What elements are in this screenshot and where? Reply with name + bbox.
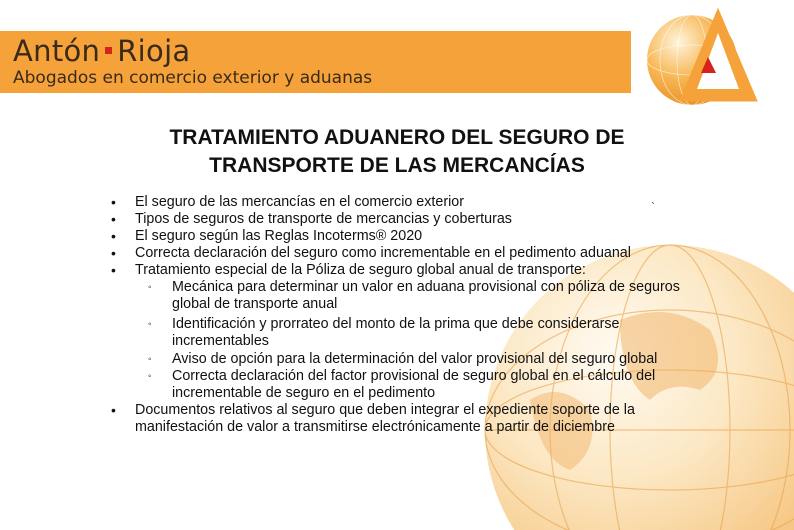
sub-list-item-continuation: incrementables (172, 333, 269, 349)
logo-icon (640, 5, 760, 105)
brand-name-second: Rioja (117, 34, 191, 68)
list-item: Tratamiento especial de la Póliza de seguro global anual de transporte: (135, 262, 586, 278)
sub-list-item-continuation: global de transporte anual (172, 296, 338, 312)
list-item: El seguro según las Reglas Incoterms® 2020 (135, 228, 423, 244)
sub-list-item: Mecánica para determinar un valor en aduana provisional con póliza de seguros (172, 279, 680, 295)
stray-mark: ` (651, 200, 655, 214)
title-line-1: TRATAMIENTO ADUANERO DEL SEGURO DE (169, 126, 625, 149)
list-item-continuation: manifestación de valor a transmitirse electrónicamente a partir de diciembre (135, 419, 615, 435)
bullet-marker: • (111, 262, 116, 278)
brand-dot (105, 47, 112, 54)
list-item: Documentos relativos al seguro que deben integrar el expediente soporte de la (135, 402, 635, 418)
sub-bullet-marker: ◦ (148, 371, 152, 382)
list-item: Tipos de seguros de transporte de mercancias y coberturas (135, 211, 512, 227)
page-title (0, 124, 794, 180)
sub-list-item: Aviso de opción para la determinación del valor provisional del seguro global (172, 351, 658, 367)
brand-name (13, 34, 191, 68)
sub-bullet-marker: ◦ (148, 354, 152, 365)
list-item: Correcta declaración del seguro como incrementable en el pedimento aduanal (135, 245, 631, 261)
sub-bullet-marker: ◦ (148, 319, 152, 330)
bullet-marker: • (111, 211, 116, 227)
brand-tagline: Abogados en comercio exterior y aduanas (13, 68, 373, 88)
bullet-marker: • (111, 245, 116, 261)
sub-list-item: Correcta declaración del factor provisional de seguro global en el cálculo del (172, 368, 656, 384)
bullet-marker: • (111, 194, 116, 210)
list-item: El seguro de las mercancías en el comercio exterior (135, 194, 464, 210)
brand-name-first: Antón (13, 34, 101, 68)
bullet-marker: • (111, 402, 116, 418)
sub-bullet-marker: ◦ (148, 282, 152, 293)
title-line-2: TRANSPORTE DE LAS MERCANCÍAS (209, 154, 585, 177)
bullet-marker: • (111, 228, 116, 244)
sub-list-item: Identificación y prorrateo del monto de la prima que debe considerarse (172, 316, 620, 332)
sub-list-item-continuation: incrementable de seguro en el pedimento (172, 385, 436, 401)
